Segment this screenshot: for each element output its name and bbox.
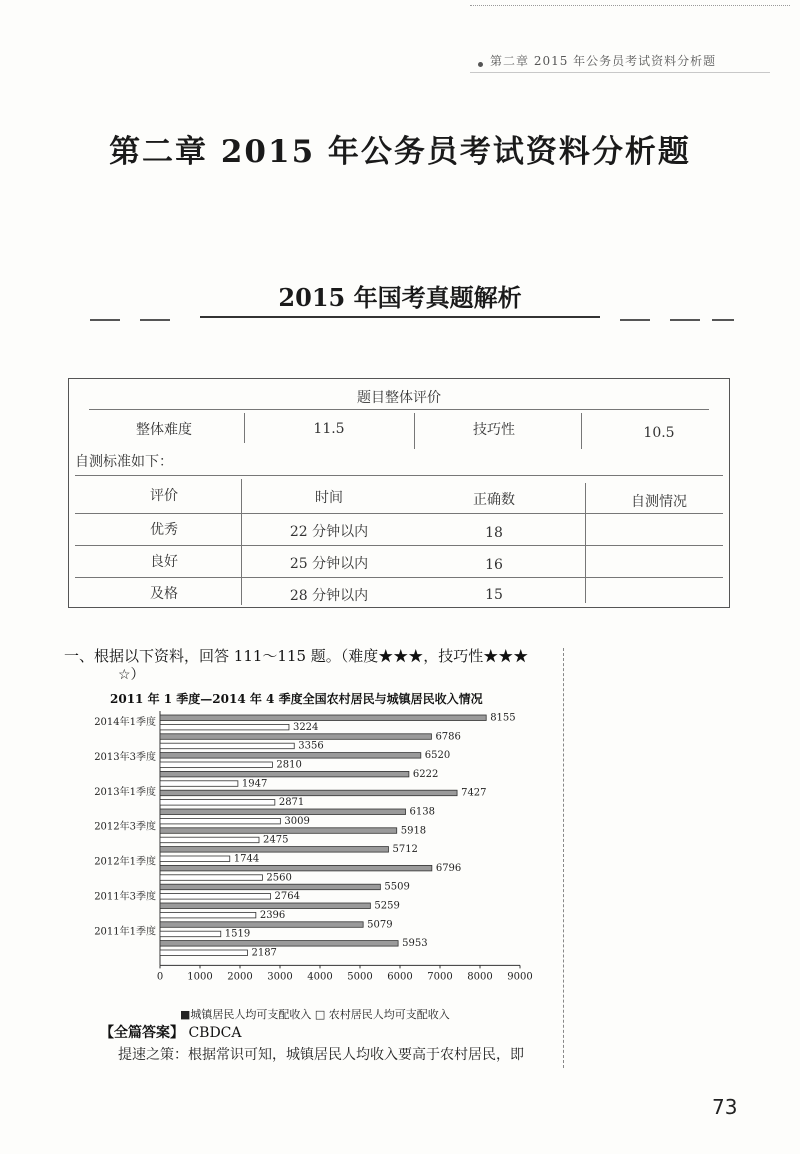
rural-income-bar (160, 762, 272, 768)
bar-data-label: 6786 (435, 731, 461, 743)
col-rule (585, 483, 586, 603)
category-label: 2012年1季度 (94, 856, 156, 868)
row-rule (89, 409, 709, 410)
urban-income-bar (160, 734, 431, 740)
correct-good: 16 (485, 557, 503, 573)
rural-income-bar (160, 724, 289, 730)
bar-data-label: 2871 (278, 797, 305, 809)
x-tick-label: 3000 (267, 971, 293, 983)
bar-data-label: 2810 (276, 759, 302, 771)
bar-data-label: 5712 (392, 844, 418, 856)
urban-income-bar (160, 790, 457, 796)
page-number: 73 (712, 1095, 738, 1119)
col-header-correct: 正确数 (473, 492, 515, 508)
section-dash (140, 319, 170, 321)
urban-income-bar (160, 715, 486, 721)
time-excellent: 22 分钟以内 (289, 524, 369, 540)
chart-legend: ■城镇居民人均可支配收入 □ 农村居民人均可支配收入 (180, 1008, 450, 1021)
x-tick-label: 5000 (347, 971, 373, 983)
row-rule (75, 577, 723, 578)
bar-data-label: 3009 (284, 815, 310, 827)
grade-excellent: 优秀 (150, 522, 178, 538)
evaluation-title: 题目整体评价 (357, 390, 441, 406)
bar-data-label: 2396 (259, 909, 286, 921)
bar-data-label: 7427 (461, 787, 487, 799)
row-rule (75, 545, 723, 546)
rural-income-bar (160, 743, 294, 749)
x-tick-label: 2000 (227, 971, 253, 983)
col-rule (241, 479, 242, 605)
correct-excellent: 18 (485, 525, 503, 541)
header-rule (470, 72, 770, 73)
urban-income-bar (160, 884, 380, 890)
header-bullet (478, 62, 483, 67)
category-label: 2012年3季度 (94, 821, 156, 833)
bar-data-label: 5509 (384, 881, 410, 893)
col-header-grade: 评价 (150, 488, 178, 504)
rural-income-bar (160, 912, 256, 918)
bar-data-label: 5918 (400, 825, 427, 837)
answer-label: 【全篇答案】 (100, 1025, 184, 1041)
col-header-selftest: 自测情况 (631, 494, 687, 510)
rural-income-bar (160, 931, 221, 937)
category-label: 2013年1季度 (94, 786, 156, 798)
bar-data-label: 6222 (412, 768, 439, 780)
section-dash (712, 319, 734, 321)
bar-data-label: 2560 (266, 872, 292, 884)
rural-income-bar (160, 856, 230, 862)
urban-income-bar (160, 922, 363, 928)
time-good: 25 分钟以内 (289, 556, 369, 572)
bar-data-label: 5079 (367, 919, 393, 931)
x-tick-label: 7000 (427, 971, 453, 983)
urban-income-bar (160, 809, 406, 815)
rural-income-bar (160, 950, 247, 956)
bar-data-label: 2764 (274, 891, 301, 903)
difficulty-label: 整体难度 (136, 422, 192, 438)
grade-good: 良好 (150, 554, 178, 570)
urban-income-bar (160, 941, 398, 947)
section-title: 2015 年国考真题解析 (278, 283, 522, 312)
standard-note: 自测标准如下： (75, 454, 173, 470)
evaluation-table (68, 378, 730, 608)
rural-income-bar (160, 781, 238, 787)
bar-data-label: 1519 (224, 928, 251, 940)
bar-data-label: 6138 (409, 806, 435, 818)
rural-income-bar (160, 837, 259, 843)
x-tick-label: 6000 (387, 971, 413, 983)
top-dotted-rule (470, 5, 790, 6)
question-line-cont: ☆） (118, 667, 145, 683)
category-label: 2011年3季度 (94, 891, 156, 903)
answer-line (100, 1022, 242, 1042)
bar-data-label: 3356 (298, 740, 324, 752)
bar-data-label: 8155 (490, 712, 516, 724)
skill-value: 10.5 (643, 425, 675, 441)
rural-income-bar (160, 875, 262, 881)
margin-dash (563, 648, 564, 1068)
answer-value: CBDCA (188, 1025, 242, 1041)
skill-label: 技巧性 (473, 422, 515, 438)
section-dash (620, 319, 650, 321)
bar-data-label: 2475 (263, 834, 289, 846)
urban-income-bar (160, 828, 397, 834)
correct-pass: 15 (485, 587, 503, 603)
rural-income-bar (160, 894, 271, 900)
col-rule (581, 413, 582, 449)
time-pass: 28 分钟以内 (289, 588, 369, 604)
rural-income-bar (160, 818, 280, 824)
bar-data-label: 5953 (402, 938, 428, 950)
category-label: 2014年1季度 (94, 717, 156, 728)
grade-pass: 及格 (150, 586, 178, 602)
x-tick-label: 9000 (507, 971, 533, 983)
urban-income-bar (160, 753, 421, 759)
urban-income-bar (160, 903, 370, 909)
urban-income-bar (160, 771, 409, 777)
col-header-time: 时间 (315, 490, 343, 506)
bar-data-label: 1744 (233, 853, 260, 865)
bar-data-label: 6796 (435, 862, 462, 874)
bar-data-label: 5259 (374, 900, 400, 912)
bar-data-label: 1947 (241, 778, 268, 790)
x-tick-label: 4000 (307, 971, 333, 983)
category-label: 2011年1季度 (94, 926, 156, 938)
difficulty-value: 11.5 (313, 421, 345, 437)
section-underline (200, 316, 600, 318)
col-rule (244, 413, 245, 443)
bar-data-label: 3224 (292, 721, 319, 733)
tip-text: 提速之策：根据常识可知，城镇居民人均收入要高于农村居民，即 (118, 1047, 524, 1063)
category-label: 2013年3季度 (94, 751, 156, 763)
urban-income-bar (160, 865, 432, 871)
bar-data-label: 6520 (424, 750, 451, 762)
rural-income-bar (160, 800, 275, 806)
running-header: 第二章 2015 年公务员考试资料分析题 (490, 54, 717, 68)
urban-income-bar (160, 847, 388, 853)
x-tick-label: 0 (156, 971, 164, 983)
row-rule (75, 475, 723, 476)
income-bar-chart (80, 705, 560, 1005)
section-dash (670, 319, 700, 321)
question-line: 一、根据以下资料，回答 111～115 题。（难度★★★，技巧性★★★ (64, 647, 529, 665)
col-rule (414, 413, 415, 449)
row-rule (75, 513, 723, 514)
x-tick-label: 8000 (467, 971, 493, 983)
chart-title: 2011 年 1 季度—2014 年 4 季度全国农村居民与城镇居民收入情况 (110, 692, 483, 706)
chapter-title: 第二章 2015 年公务员考试资料分析题 (109, 134, 691, 170)
x-tick-label: 1000 (187, 971, 213, 983)
section-dash (90, 319, 120, 321)
bar-data-label: 2187 (251, 947, 277, 959)
